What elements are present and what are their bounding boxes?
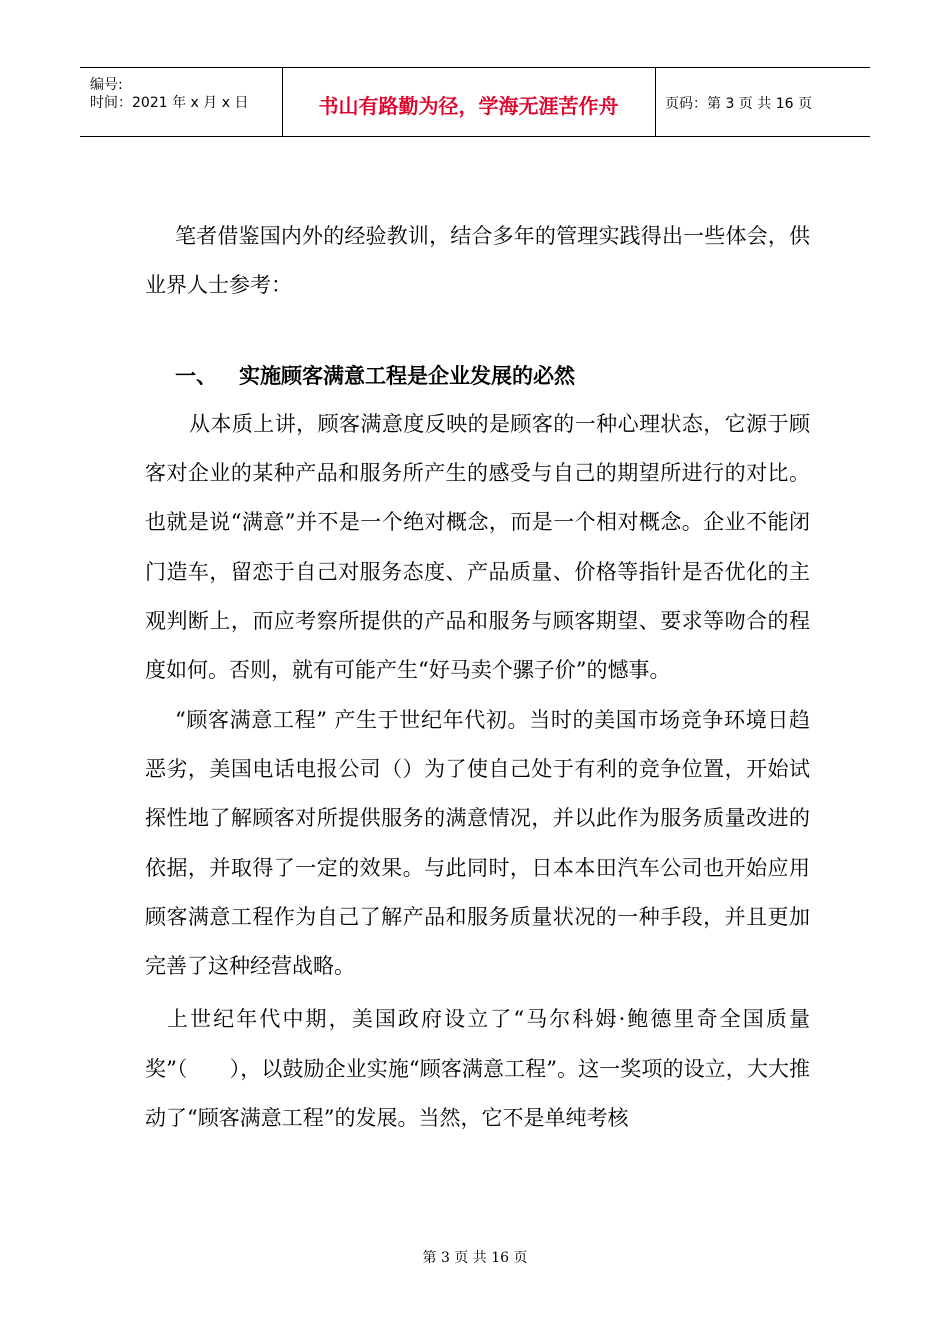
header-motto: 书山有路勤为径，学海无涯苦作舟	[318, 94, 619, 118]
header-motto-cell	[282, 68, 656, 136]
document-date-label: 时间：2021 年 x 月 x 日	[90, 95, 249, 111]
body-paragraph-1: 从本质上讲，顾客满意度反映的是顾客的一种心理状态，它源于顾客对企业的某种产品和服务所产生的感受与自己的期望所进行的对比。也就是说“满意”并不是一个绝对概念，而是一个相对概念。企业不能闭门造车，留恋于自己对服务态度、产品质量、价格等指针是否优化的主观判断上，而应考察所提供的产品和服务与顾客期望、要求等吻合的程度如何。否则，就有可能产生“好马卖个骡子价”的憾事。	[145, 411, 810, 683]
header-page-cell	[655, 68, 870, 136]
document-number-label: 编号:	[90, 77, 123, 93]
body-paragraph-2: “顾客满意工程” 产生于世纪年代初。当时的美国市场竞争环境日趋恶劣，美国电话电报公司（）为了使自己处于有利的竞争位置，开始试探性地了解顾客对所提供服务的满意情况，并以此作为服务质量改进的依据，并取得了一定的效果。与此同时，日本本田汽车公司也开始应用顾客满意工程作为自己了解产品和服务质量状况的一种手段，并且更加完善了这种经营战略。	[145, 707, 810, 979]
document-body	[145, 212, 810, 1143]
header-page-info: 页码：第 3 页 共 16 页	[665, 96, 812, 112]
section-heading	[145, 351, 810, 400]
page-footer: 第 3 页 共 16 页	[422, 1250, 528, 1266]
section-heading-text: 实施顾客满意工程是企业发展的必然	[239, 362, 575, 388]
intro-paragraph: 笔者借鉴国内外的经验教训，结合多年的管理实践得出一些体会，供业界人士参考：	[145, 224, 810, 298]
section-spacer	[145, 311, 810, 351]
body-paragraph-3: 上世纪年代中期，美国政府设立了“马尔科姆·鲍德里奇全国质量奖”（ ），以鼓励企业实施“顾客满意工程”。这一奖项的设立，大大推动了“顾客满意工程”的发展。当然，它不是单纯考核	[145, 1007, 810, 1131]
page-header	[80, 67, 870, 137]
section-heading-number: 一、	[175, 362, 217, 388]
header-meta-cell	[80, 68, 283, 136]
